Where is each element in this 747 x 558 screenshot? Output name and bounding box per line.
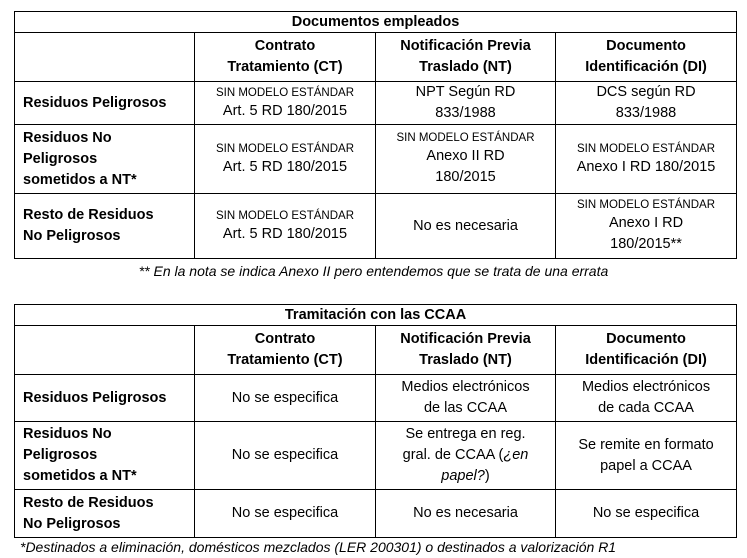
small-caption: SIN MODELO ESTÁNDAR — [215, 142, 355, 155]
row-label-line: No Peligrosos — [23, 515, 121, 532]
row-label-line: Residuos No — [23, 426, 112, 442]
cell-line: NPT Según RD — [415, 84, 516, 100]
table-title: Documentos empleados — [15, 12, 737, 33]
header-nt — [376, 326, 556, 375]
cell-line: No se especifica — [231, 505, 339, 521]
row-label — [15, 194, 195, 259]
cell-line: No es necesaria — [413, 217, 518, 234]
header-line: Contrato — [254, 38, 316, 54]
header-line: Documento — [606, 38, 686, 54]
cell-line: Medios electrónicos — [401, 379, 530, 395]
header-line: Traslado (NT) — [419, 59, 512, 75]
row-label-line: Resto de Residuos — [23, 494, 154, 511]
table-row — [15, 422, 737, 490]
cell-ct — [195, 490, 376, 538]
header-line: Contrato — [254, 331, 316, 347]
cell-ct — [195, 125, 376, 194]
header-line: Notificación Previa — [400, 38, 531, 54]
header-di — [556, 33, 737, 82]
row-label — [15, 82, 195, 125]
row-label-line: Residuos Peligrosos — [23, 94, 167, 111]
cell-nt — [376, 82, 556, 125]
cell-ct — [195, 375, 376, 422]
cell-line: DCS según RD — [596, 84, 696, 100]
cell-line: No se especifica — [231, 447, 339, 463]
cell-di — [556, 375, 737, 422]
cell-line: No se especifica — [592, 505, 700, 521]
cell-line: Anexo I RD — [608, 215, 684, 231]
table-row — [15, 194, 737, 259]
cell-line: 833/1988 — [615, 105, 677, 121]
cell-di — [556, 490, 737, 538]
cell-line: Se entrega en reg. — [405, 426, 526, 442]
table-row — [15, 82, 737, 125]
cell-nt — [376, 194, 556, 259]
cell-line: Art. 5 RD 180/2015 — [222, 158, 348, 175]
small-caption: SIN MODELO ESTÁNDAR — [215, 86, 355, 99]
header-line: Traslado (NT) — [419, 352, 512, 368]
header-line: Tratamiento (CT) — [227, 352, 343, 368]
row-label — [15, 375, 195, 422]
header-line: Notificación Previa — [400, 331, 531, 347]
cell-line: papel a CCAA — [600, 457, 692, 474]
header-ct — [195, 326, 376, 375]
table-title: Tramitación con las CCAA — [15, 305, 737, 326]
cell-line: Anexo I RD 180/2015 — [576, 158, 716, 175]
table-row — [15, 490, 737, 538]
row-label-line: Resto de Residuos — [23, 207, 154, 223]
table-row — [15, 125, 737, 194]
row-label-line: sometidos a NT* — [23, 468, 137, 484]
row-label-line: Residuos No — [23, 129, 112, 146]
row-label-line: sometidos a NT* — [23, 171, 137, 188]
cell-line: Medios electrónicos — [581, 379, 711, 395]
header-ct — [195, 33, 376, 82]
small-caption: SIN MODELO ESTÁNDAR — [396, 132, 535, 144]
cell-nt — [376, 422, 556, 490]
cell-line: Art. 5 RD 180/2015 — [222, 102, 348, 119]
row-label-line: No Peligrosos — [23, 228, 121, 244]
small-caption: SIN MODELO ESTÁNDAR — [577, 199, 716, 211]
row-label-line: Residuos Peligrosos — [23, 389, 167, 406]
documentos-empleados-table — [14, 11, 737, 259]
row-label — [15, 422, 195, 490]
cell-nt — [376, 125, 556, 194]
small-caption: SIN MODELO ESTÁNDAR — [577, 142, 716, 155]
row-label-line: Peligrosos — [23, 150, 98, 167]
cell-ct — [195, 82, 376, 125]
cell-di — [556, 194, 737, 259]
cell-line: ) — [484, 468, 490, 484]
footnote: *Destinados a eliminación, domésticos mezclados (LER 200301) o destinados a valorización R1 — [20, 539, 617, 555]
header-line: Documento — [606, 331, 686, 347]
cell-line: de las CCAA — [423, 400, 507, 416]
cell-ct — [195, 194, 376, 259]
header-di — [556, 326, 737, 375]
cell-line: No se especifica — [231, 389, 339, 406]
header-blank — [15, 326, 195, 375]
cell-line-italic: papel? — [441, 468, 485, 484]
header-line: Identificación (DI) — [585, 352, 707, 368]
cell-di — [556, 125, 737, 194]
cell-line: 833/1988 — [435, 105, 496, 121]
row-label-line: Peligrosos — [23, 447, 98, 463]
cell-line: Anexo II RD — [426, 148, 505, 164]
header-line: Identificación (DI) — [585, 59, 707, 75]
cell-line: Art. 5 RD 180/2015 — [222, 225, 348, 242]
header-blank — [15, 33, 195, 82]
cell-ct — [195, 422, 376, 490]
cell-line: No es necesaria — [413, 505, 518, 521]
header-nt — [376, 33, 556, 82]
errata-note: ** En la nota se indica Anexo II pero entendemos que se trata de una errata — [138, 263, 609, 279]
row-label — [15, 125, 195, 194]
header-line: Tratamiento (CT) — [227, 59, 343, 75]
cell-line: de cada CCAA — [598, 400, 694, 416]
cell-line: 180/2015 — [435, 169, 496, 185]
cell-line: 180/2015** — [610, 236, 682, 252]
tramitacion-ccaa-table — [14, 304, 737, 538]
cell-nt — [376, 375, 556, 422]
cell-line: gral. de CCAA ( — [402, 447, 504, 463]
table-row — [15, 375, 737, 422]
small-caption: SIN MODELO ESTÁNDAR — [215, 209, 355, 222]
row-label — [15, 490, 195, 538]
cell-line: Se remite en formato — [578, 436, 714, 453]
cell-di — [556, 422, 737, 490]
cell-line-italic: ¿en — [503, 447, 529, 463]
cell-nt — [376, 490, 556, 538]
cell-di — [556, 82, 737, 125]
